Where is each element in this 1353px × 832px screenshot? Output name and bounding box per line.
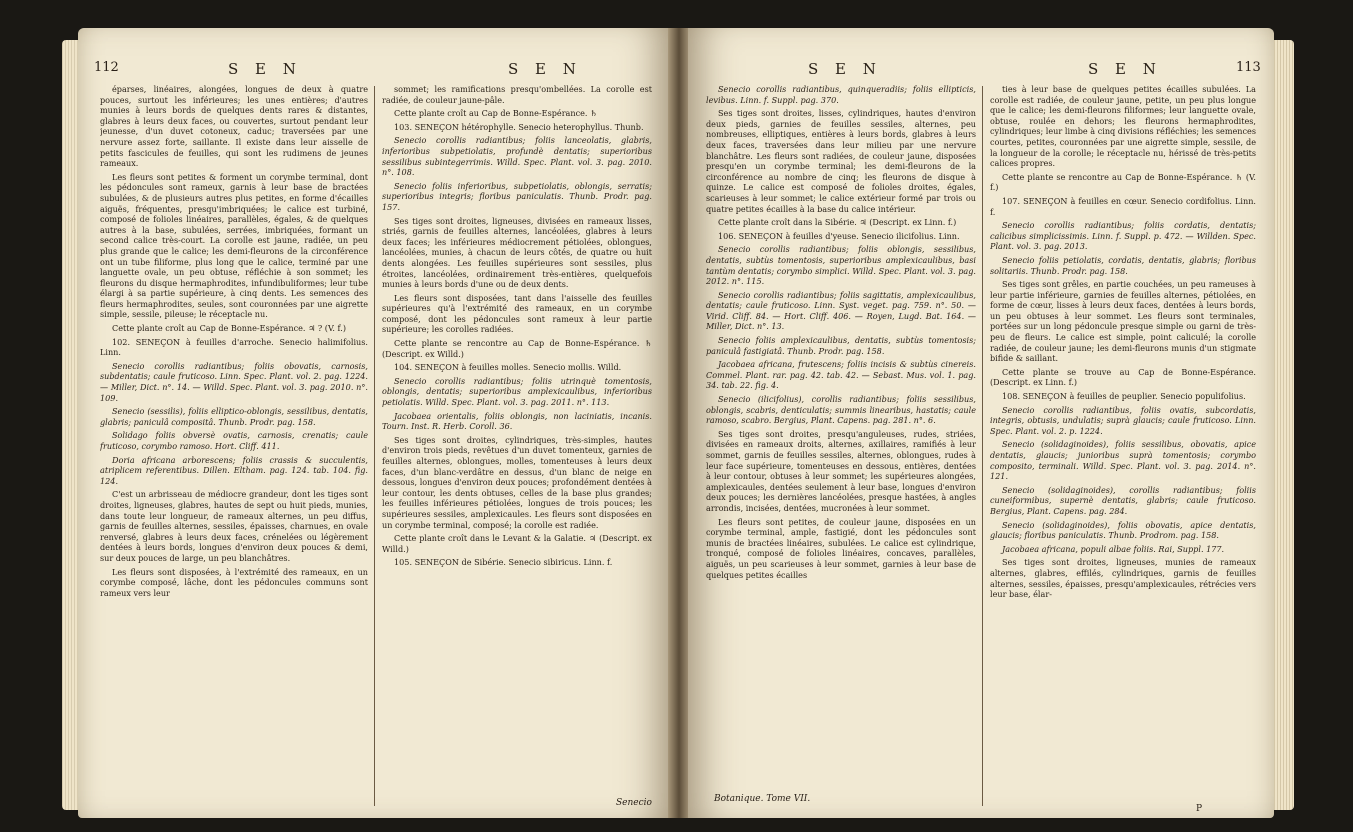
- paragraph: Jacobaea africana, populi albae foliis. Rai, Suppl. 177.: [1002, 543, 1225, 554]
- paragraph: Senecio corollis radiantibus; foliis obovatis, carnosis, subdentatis; caule fruticoso. Linn. Spec. Plant. vol. 2. pag. 1224. — Miller, Dict. n°. 14. — Willd. Spec. Plant. vol. 3. pag. 2010. n°. 109.: [100, 360, 368, 403]
- paragraph: Ses tiges sont droites, lisses, cylindriques, hautes d'environ deux pieds, garnies de feuilles sessiles, alternes, peu nombreuses, elliptiques, entières à leurs bords, glabres à leurs deux faces, traversées dans leur milieu par une nervure blanchâtre. Les fleurs sont radiées, de couleur jaune, disposées presqu'en un corymbe terminal; les demi-fleurons de la circonférence au nombre de cinq; les fleurons de disque à quinze. Le calice est composé de folioles droites, égales, scarieuses à leur sommet; le calice extérieur formé par trois ou quatre petites écailles à la base du calice intérieur.: [706, 108, 976, 214]
- left-catchword: Senecio: [616, 798, 652, 808]
- paragraph: Senecio (sessilis), foliis elliptico-oblongis, sessilibus, dentatis, glabris; paniculâ compositâ. Thunb. Prodr. pag. 158.: [100, 406, 368, 427]
- paragraph: Cette plante se rencontre au Cap de Bonne-Espérance. ♄ (Descript. ex Willd.): [382, 338, 652, 359]
- paragraph: Senecio corollis radiantibus; foliis sagittatis, amplexicaulibus, dentatis; caule fruticoso. Linn. Syst. veget. pag. 759. n°. 50. — Virid. Cliff. 84. — Hort. Cliff. 406. — Royen, Lugd. Bat. 164. — Miller, Dict. n°. 13.: [706, 289, 976, 332]
- paragraph: Senecio (solidaginoides), foliis obovatis, apice dentatis, glaucis; floribus paniculatis. Thunb. Prodrom. pag. 158.: [990, 519, 1256, 541]
- paragraph: Cette plante croît dans la Sibérie. ♃ (Descript. ex Linn. f.): [718, 217, 957, 228]
- paragraph: Ses tiges sont droites, cylindriques, très-simples, hautes d'environ trois pieds, revêtues d'un duvet tomenteux, garnies de feuilles alternes, oblongues, molles, tomenteuses à leurs deux faces, d'un blanc-verdâtre en dessus, d'un blanc de neige en dessous, longues d'environ deux pouces; profondément dentées à leur contour, les dents obtuses, celles de la base plus grandes; les feuilles inférieures pétiolées, longues de trois pouces; les supérieures sessiles, amplexicaules. Les fleurs sont disposées en un corymbe terminal, composé; la corolle est radiée.: [382, 434, 652, 530]
- right-column-1: [706, 84, 976, 792]
- paragraph: ties à leur base de quelques petites écailles subulées. La corolle est radiée, de couleur jaune, petite, un peu plus longue que le calice; les demi-fleurons filiformes; leur languette ovale, obtuse, roulée en dehors; les fleurons hermaphrodites, cylindriques; leur limbe à cinq divisions réfléchies; les semences courtes, petites, couronnées par une aigrette simple, sessile, de la longueur de la corolle; le réceptacle nu, hérissé de très-petits calices propres.: [990, 84, 1256, 169]
- paragraph: Jacobaea africana, frutescens; foliis incisis & subtùs cinereis. Commel. Plant. rar. pag. 42. tab. 42. — Sebast. Mus. vol. 1. pag. 34. tab. 22. fig. 4.: [706, 359, 976, 391]
- right-running-head-2: S E N: [1088, 60, 1162, 78]
- paragraph: Ses tiges sont droites, ligneuses, munies de rameaux alternes, glabres, effilés, cylindriques, garnis de feuilles alternes, sessiles, épaisses, presqu'amplexicaules, rétrécies vers leur base, élar-: [990, 557, 1256, 600]
- paragraph: Cette plante croît au Cap de Bonne-Espérance. ♃ ? (V. f.): [112, 323, 346, 334]
- paragraph: 102. SENEÇON à feuilles d'arroche. Senecio halimifolius. Linn.: [100, 336, 368, 358]
- right-running-head: S E N: [808, 60, 882, 78]
- paragraph: Senecio corollis radiantibus, foliis ovatis, subcordatis, integris, obtusis, undulatis; suprà glaucis; caule fruticoso. Linn. Spec. Plant. vol. 2. p. 1224.: [990, 404, 1256, 436]
- paragraph: C'est un arbrisseau de médiocre grandeur, dont les tiges sont droites, ligneuses, glabres, hautes de sept ou huit pieds, munies, dans toute leur longueur, de rameaux alternes, un peu diffus, garnis de feuilles alternes, sessiles, épaisses, charnues, en ovale renversé, glabres à leurs deux faces, crénelées ou légèrement dentées à leurs bords, longues d'environ deux pouces & demi, sur deux pouces de large, un peu blanchâtres.: [100, 489, 368, 563]
- right-page-number: 113: [1236, 60, 1261, 75]
- left-running-head: S E N: [228, 60, 302, 78]
- left-column-2: [382, 84, 652, 802]
- paragraph: Cette plante croît au Cap de Bonne-Espérance. ♄: [394, 108, 598, 119]
- paragraph: Doria africana arborescens; foliis crassis & succulentis, atriplicem referentibus. Dillen. Eltham. pag. 124. tab. 104. fig. 124.: [100, 454, 368, 486]
- paragraph: 106. SENEÇON à feuilles d'yeuse. Senecio ilicifolius. Linn.: [718, 230, 960, 241]
- right-footer: Botanique. Tome VII.: [714, 794, 811, 804]
- right-column-rule: [982, 86, 983, 806]
- paragraph: Cette plante croît dans le Levant & la Galatie. ♃ (Descript. ex Willd.): [382, 533, 652, 554]
- left-column-rule: [374, 86, 375, 806]
- paragraph: Senecio foliis petiolatis, cordatis, dentatis, glabris; floribus solitariis. Thunb. Prodr. pag. 158.: [990, 254, 1256, 276]
- left-column-1: [100, 84, 368, 814]
- paragraph: Senecio (solidaginoides), corollis radiantibus; foliis cuneiformibus, supernè dentatis, glabris; caule fruticoso. Bergius, Plant. Capens. pag. 284.: [990, 484, 1256, 516]
- paragraph: Les fleurs sont disposées, à l'extrémité des rameaux, en un corymbe composé, lâche, dont les pédoncules communs sont rameux vers leur: [100, 566, 368, 598]
- paragraph: Senecio (ilicifolius), corollis radiantibus; foliis sessilibus, oblongis, scabris, denticulatis; summis linearibus, hastatis; caule ramoso, scabro. Bergius, Plant. Capens. pag. 281. n°. 6.: [706, 394, 976, 426]
- left-running-head-2: S E N: [508, 60, 582, 78]
- paragraph: 107. SENEÇON à feuilles en cœur. Senecio cordifolius. Linn. f.: [990, 195, 1256, 217]
- paragraph: Senecio (solidaginoides), foliis sessilibus, obovatis, apice dentatis, glaucis; junioribus suprà tomentosis; corymbo composito, terminali. Willd. Spec. Plant. vol. 3. pag. 2014. n°. 121.: [990, 439, 1256, 482]
- left-page: [78, 28, 670, 818]
- paragraph: éparses, linéaires, alongées, longues de deux à quatre pouces, surtout les inférieures; les unes entières; d'autres munies à leurs bords de quelques dents rares & distantes, glabres à leurs deux faces, ou couvertes, surtout pendant leur jeunesse, d'un duvet cotoneux, caduc; traversées par une nervure assez forte, saillante. Il existe dans leur aisselle de petits fascicules de feuilles, qui sont les rudimens de jeunes rameaux.: [100, 84, 368, 169]
- right-page-edges: [1272, 40, 1294, 810]
- left-page-number: 112: [94, 60, 119, 75]
- paragraph: Senecio foliis amplexicaulibus, dentatis, subtùs tomentosis; paniculâ fastigiatâ. Thunb. Prodr. pag. 158.: [706, 335, 976, 356]
- paragraph: Cette plante se trouve au Cap de Bonne-Espérance. (Descript. ex Linn. f.): [990, 366, 1256, 388]
- paragraph: Ses tiges sont grêles, en partie couchées, un peu rameuses à leur partie inférieure, garnies de feuilles alternes, pétiolées, en forme de cœur, lisses à leurs deux faces, dentées à leurs bords, un peu obtuses à leur sommet. Les fleurs sont terminales, portées sur un long pédoncule presque simple ou garni de très-peu de fleurs. Le calice est simple, point caliculé; la corolle radiée, de couleur jaune; les demi-fleurons munis d'un stigmate bifide & saillant.: [990, 279, 1256, 364]
- book-gutter: [668, 28, 690, 818]
- paragraph: Senecio corollis radiantibus; foliis utrinquè tomentosis, oblongis, dentatis; superioribus amplexicaulibus, inferioribus petiolatis. Willd. Spec. Plant. vol. 3. pag. 2011. n°. 113.: [382, 375, 652, 408]
- paragraph: Senecio corollis radiantibus; foliis cordatis, dentatis; calicibus simplicissimis. Linn. f. Suppl. p. 472. — Willden. Spec. Plant. vol. 3. pag. 2013.: [990, 220, 1256, 252]
- paragraph: Ses tiges sont droites, ligneuses, divisées en rameaux lisses, striés, garnis de feuilles alternes, lancéolées, glabres à leurs deux faces; les inférieures médiocrement pétiolées, oblongues, lancéolées, munies, à chacun de leurs côtés, de quatre ou huit dents alongées. Les feuilles supérieures sont sessiles, plus étroites, lancéolées, ordinairement très-entières, quelquefois munies à leurs bords d'une ou de deux dents.: [382, 215, 652, 290]
- paragraph: Senecio corollis radiantibus; foliis lanceolatis, glabris, inferioribus subpetiolatis, profundè dentatis; superioribus sessilibus subintegerrimis. Willd. Spec. Plant. vol. 3. pag. 2010. n°. 108.: [382, 135, 652, 178]
- paragraph: Senecio corollis radiantibus, quinqueradiis; foliis ellipticis, levibus. Linn. f. Suppl. pag. 370.: [706, 84, 976, 105]
- paragraph: 108. SENEÇON à feuilles de peuplier. Senecio populifolius.: [1002, 391, 1246, 402]
- paragraph: 105. SENEÇON de Sibérie. Senecio sibiricus. Linn. f.: [394, 557, 613, 568]
- paragraph: Les fleurs sont petites & forment un corymbe terminal, dont les pédoncules sont rameux, garnis à leur base de bractées subulées, & de plusieurs autres plus petites, en forme d'écailles aiguës, fréquentes, presqu'imbriquées; le calice est turbiné, composé de folioles linéaires, parallèles, égales, & de quelques autres à la base, subulées, serrées, imbriquées, formant un second calice très-court. La corolle est jaune, radiée, un peu plus grande que le calice; les demi-fleurons de la circonférence ont un tube filiforme, plus long que le calice, terminé par une languette ovale, un peu obtuse, réfléchie à son sommet; les fleurons du disque hermaphrodites, infundibuliformes; leur tube élargi à sa partie supérieure, à cinq dents. Les semences des fleurs hermaphrodites, seules, sont couronnées par une aigrette simple, sessile, pileuse; le réceptacle nu.: [100, 171, 368, 320]
- right-column-2: [990, 84, 1256, 802]
- right-page: [688, 28, 1274, 818]
- right-signature: P: [1196, 804, 1203, 814]
- paragraph: Ses tiges sont droites, presqu'anguleuses, rudes, striées, divisées en rameaux droits, alternes, axillaires, ramifiés à leur sommet, garnis de feuilles sessiles, alternes, oblongues, rudes à leur face supérieure, tomenteuses en dessous, entières, dentées à leur contour, obtuses à leur sommet; les supérieures alongées, amplexicaules, dentées seulement à leur base, longues d'environ deux pouces; les dernières lancéolées, presque hastées, à angles arrondis, incisées, dentées, mucronées à leur sommet.: [706, 428, 976, 513]
- paragraph: Senecio foliis inferioribus, subpetiolatis, oblongis, serratis; superioribus integris; floribus paniculatis. Thunb. Prodr. pag. 157.: [382, 180, 652, 212]
- paragraph: Jacobaea orientalis, foliis oblongis, non laciniatis, incanis. Tourn. Inst. R. Herb. Coroll. 36.: [382, 410, 652, 432]
- paragraph: sommet; les ramifications presqu'ombellées. La corolle est radiée, de couleur jaune-pâle.: [382, 84, 652, 105]
- paragraph: Cette plante se rencontre au Cap de Bonne-Espérance. ♄ (V. f.): [990, 171, 1256, 193]
- paragraph: 104. SENEÇON à feuilles molles. Senecio mollis. Willd.: [394, 362, 622, 373]
- paragraph: Senecio corollis radiantibus; foliis oblongis, sessilibus, dentatis, subtùs tomentosis, superioribus amplexicaulibus, basi tantùm dentatis; corymbo simplici. Willd. Spec. Plant. vol. 3. pag. 2012. n°. 115.: [706, 244, 976, 287]
- paragraph: 103. SENEÇON hétérophylle. Senecio heterophyllus. Thunb.: [394, 121, 644, 132]
- paragraph: Solidago foliis obversè ovatis, carnosis, crenatis; caule fruticoso, corymbo ramoso. Hort. Cliff. 411.: [100, 430, 368, 451]
- paragraph: Les fleurs sont disposées, tant dans l'aisselle des feuilles supérieures qu'à l'extrémité des rameaux, en un corymbe composé, dont les pédoncules sont rameux à leur partie supérieure; les corolles radiées.: [382, 292, 652, 335]
- paragraph: Les fleurs sont petites, de couleur jaune, disposées en un corymbe terminal, ample, fastigié, dont les pédoncules sont munis de bractées linéaires, subulées. Le calice est cylindrique, tronqué, composé de folioles linéaires, concaves, parallèles, aiguës, un peu scarieuses à leur sommet, garnies à leur base de quelques petites écailles: [706, 516, 976, 580]
